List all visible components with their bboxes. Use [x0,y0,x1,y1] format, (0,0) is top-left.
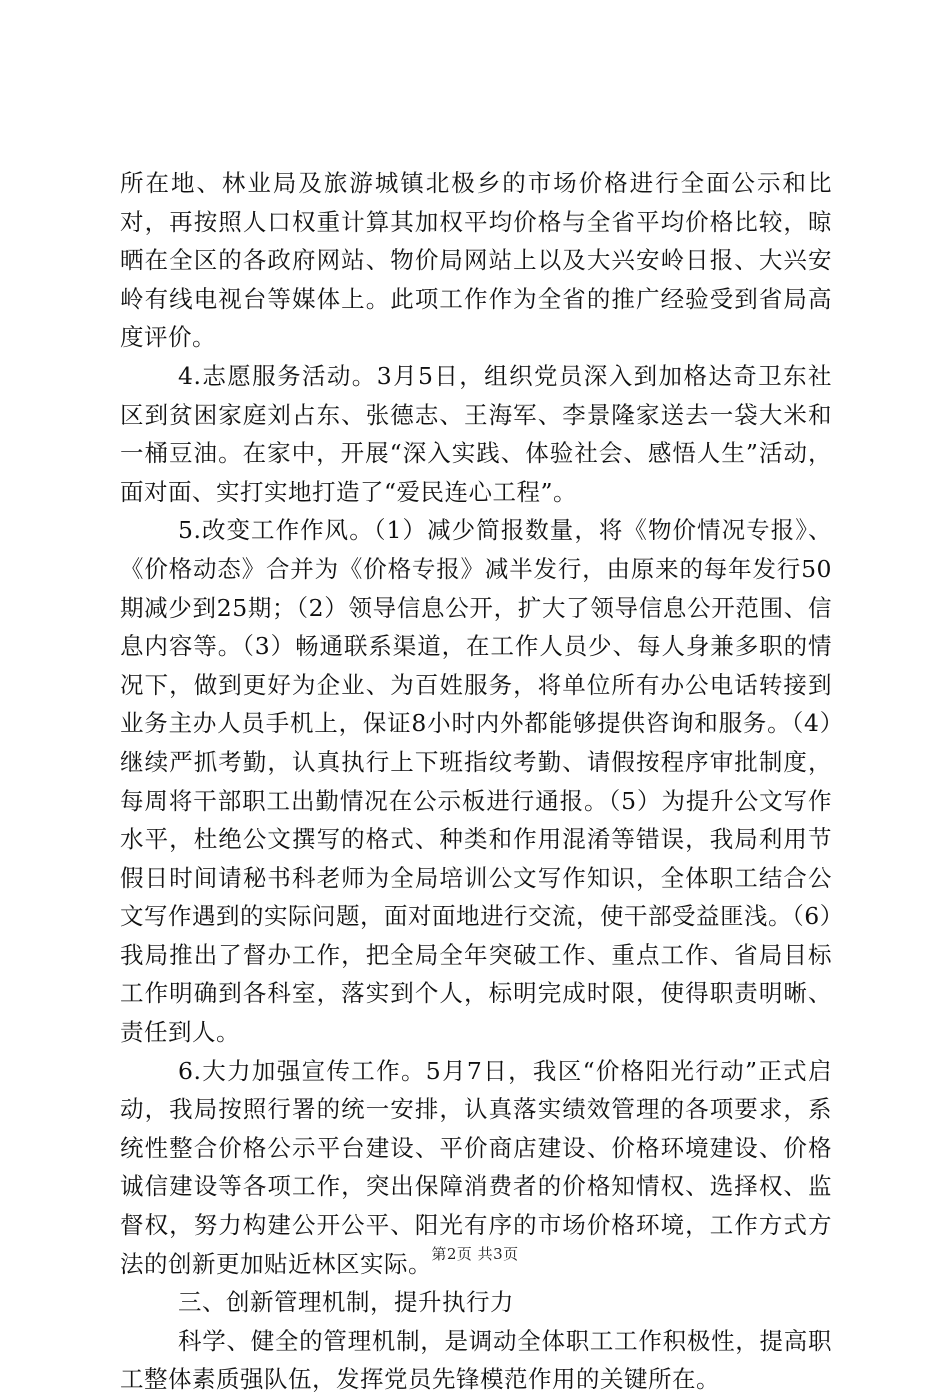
paragraph-price-publicity-continued: 所在地、林业局及旅游城镇北极乡的市场价格进行全面公示和比对，再按照人口权重计算其加权平均价格与全省平均价格比较，晾晒在全区的各政府网站、物价局网站上以及大兴安岭日报、大兴安岭有线电视台等媒体上。此项工作作为全省的推广经验受到省局高度评价。 [120,169,832,352]
paragraph-volunteer-service: 4.志愿服务活动。3月5日，组织党员深入到加格达奇卫东社区到贫困家庭刘占东、张德志、王海军、李景隆家送去一袋大米和一桶豆油。在家中，开展“深入实践、体验社会、感悟人生”活动，面对面、实打实地打造了“爱民连心工程”。 [120,361,832,506]
paragraph-publicity-work: 6.大力加强宣传工作。5月7日，我区“价格阳光行动”正式启动，我局按照行署的统一安排，认真落实绩效管理的各项要求，系统性整合价格公示平台建设、平价商店建设、价格环境建设、价格诚信建设等各项工作，突出保障消费者的价格知情权、选择权、监督权，努力构建公开公平、阳光有序的市场价格环境，工作方式方法的创新更加贴近林区实际。 [120,1056,832,1278]
section-heading-management-mechanism: 三、创新管理机制，提升执行力 [178,1288,514,1317]
paragraph-management-mechanism: 科学、健全的管理机制，是调动全体职工工作积极性，提高职工整体素质强队伍，发挥党员先锋模范作用的关键所在。 [120,1326,832,1394]
page-number-footer: 第2页 共3页 [431,1245,519,1263]
document-body [120,164,832,1399]
paragraph-work-style-change: 5.改变工作作风。（1）减少简报数量，将《物价情况专报》、《价格动态》合并为《价格专报》减半发行，由原来的每年发行50期减少到25期；（2）领导信息公开，扩大了领导信息公开范围、信息内容等。（3）畅通联系渠道，在工作人员少、每人身兼多职的情况下，做到更好为企业、为百姓服务，将单位所有办公电话转接到业务主办人员手机上，保证8小时内外都能够提供咨询和服务。（4）继续严抓考勤，认真执行上下班指纹考勤、请假按程序审批制度，每周将干部职工出勤情况在公示板进行通报。（5）为提升公文写作水平，杜绝公文撰写的格式、种类和作用混淆等错误，我局利用节假日时间请秘书科老师为全局培训公文写作知识，全体职工结合公文写作遇到的实际问题，面对面地进行交流，使干部受益匪浅。（6）我局推出了督办工作，把全局全年突破工作、重点工作、省局目标工作明确到各科室，落实到个人，标明完成时限，使得职责明晰、责任到人。 [120,516,832,1047]
